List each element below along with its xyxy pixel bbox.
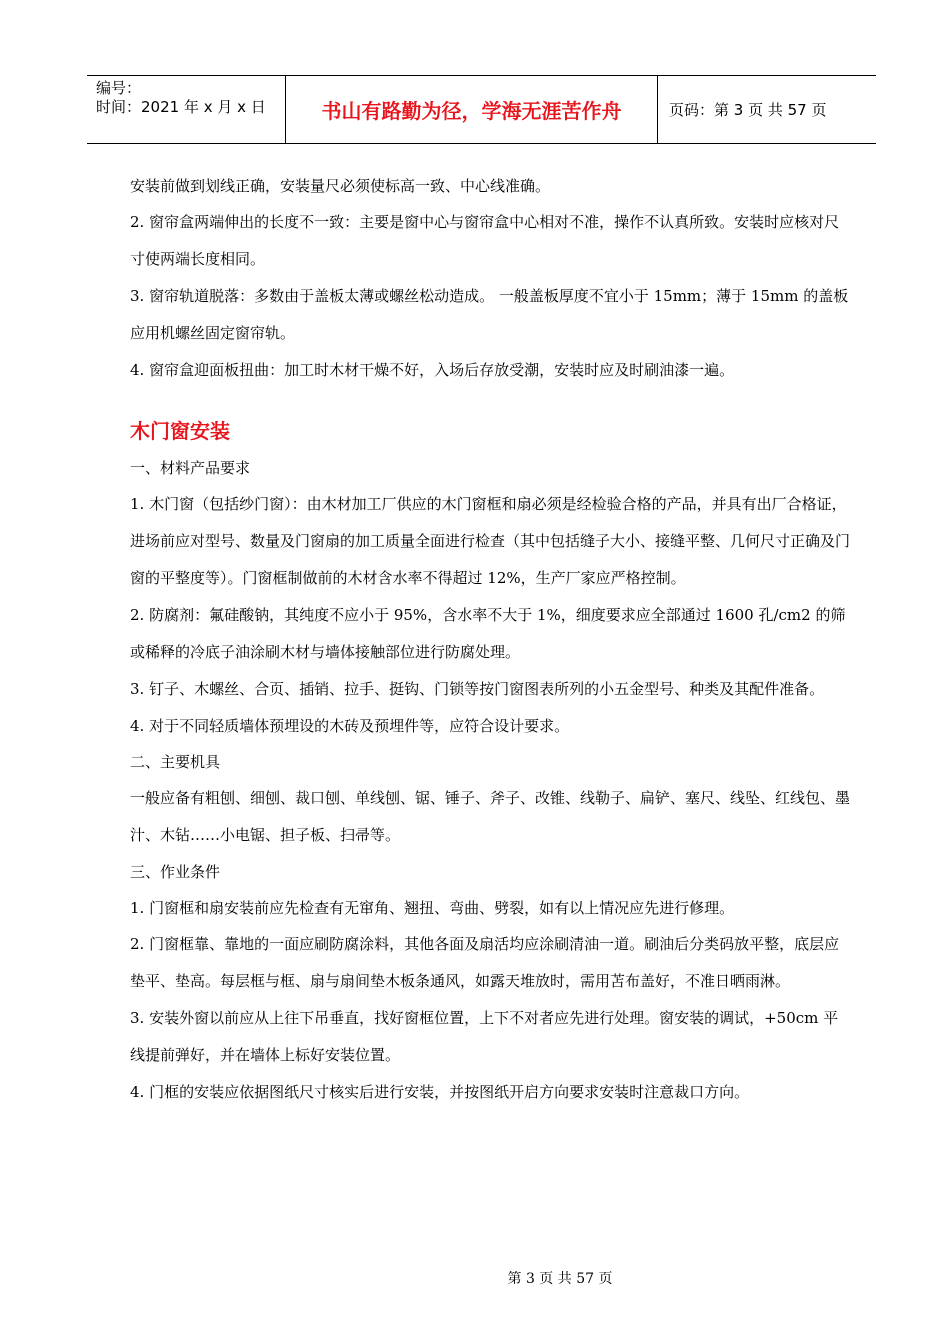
paragraph: 4. 对于不同轻质墙体预埋设的木砖及预埋件等，应符合设计要求。 (130, 717, 570, 735)
header-meta (87, 76, 286, 143)
paragraph: 3. 窗帘轨道脱落：多数由于盖板太薄或螺丝松动造成。 一般盖板厚度不宜小于 15mm；薄于 15mm 的盖板应用机螺丝固定窗帘轨。 (130, 287, 849, 342)
document-number-label: 编号： (96, 79, 142, 97)
subheading: 二、主要机具 (130, 753, 221, 771)
paragraph: 一般应备有粗刨、细刨、裁口刨、单线刨、锯、锤子、斧子、改锥、线勒子、扁铲、塞尺、线坠、红线包、墨汁、木钻……小电锯、担子板、扫帚等。 (130, 789, 851, 844)
paragraph: 安装前做到划线正确，安装量尺必须使标高一致、中心线准确。 (130, 177, 551, 195)
document-body (130, 168, 850, 1110)
paragraph: 2. 窗帘盒两端伸出的长度不一致：主要是窗中心与窗帘盒中心相对不准，操作不认真所致。安装时应核对尺寸使两端长度相同。 (130, 213, 840, 268)
subheading: 一、材料产品要求 (130, 459, 251, 477)
paragraph: 3. 钉子、木螺丝、合页、插销、拉手、挺钩、门锁等按门窗图表所列的小五金型号、种类及其配件准备。 (130, 680, 825, 698)
header-motto: 书山有路勤为径，学海无涯苦作舟 (286, 76, 658, 143)
paragraph: 2. 门窗框靠、靠地的一面应刷防腐涂料，其他各面及扇活均应涂刷清油一道。刷油后分类码放平整，底层应垫平、垫高。每层框与框、扇与扇间垫木板条通风，如露天堆放时，需用苫布盖好，不准日晒雨淋。 (130, 935, 840, 990)
page-footer: 第 3 页 共 57 页 (507, 1271, 613, 1287)
document-time-label: 时间：2021 年 x 月 x 日 (96, 98, 266, 116)
paragraph: 4. 窗帘盒迎面板扭曲：加工时木材干燥不好，入场后存放受潮，安装时应及时刷油漆一遍。 (130, 361, 735, 379)
paragraph: 4. 门框的安装应依据图纸尺寸核实后进行安装，并按图纸开启方向要求安装时注意裁口方向。 (130, 1083, 750, 1101)
subheading: 三、作业条件 (130, 863, 221, 881)
paragraph: 1. 门窗框和扇安装前应先检查有无窜角、翘扭、弯曲、劈裂，如有以上情况应先进行修理。 (130, 899, 735, 917)
page-header (87, 75, 876, 144)
paragraph: 3. 安装外窗以前应从上往下吊垂直，找好窗框位置，上下不对者应先进行处理。窗安装的调试，+50cm 平线提前弹好，并在墙体上标好安装位置。 (130, 1009, 839, 1064)
section-title: 木门窗安装 (130, 419, 230, 443)
paragraph: 1. 木门窗（包括纱门窗）：由木材加工厂供应的木门窗框和扇必须是经检验合格的产品，并具有出厂合格证，进场前应对型号、数量及门窗扇的加工质量全面进行检查（其中包括缝子大小、接缝平整、几何尺寸正确及门窗的平整度等）。门窗框制做前的木材含水率不得超过 12%，生产厂家应严格控制。 (130, 495, 851, 587)
paragraph: 2. 防腐剂：氟硅酸钠，其纯度不应小于 95%，含水率不大于 1%，细度要求应全部通过 1600 孔/cm2 的筛或稀释的冷底子油涂刷木材与墙体接触部位进行防腐处理。 (130, 606, 846, 661)
header-page-label: 页码：第 3 页 共 57 页 (669, 101, 827, 119)
